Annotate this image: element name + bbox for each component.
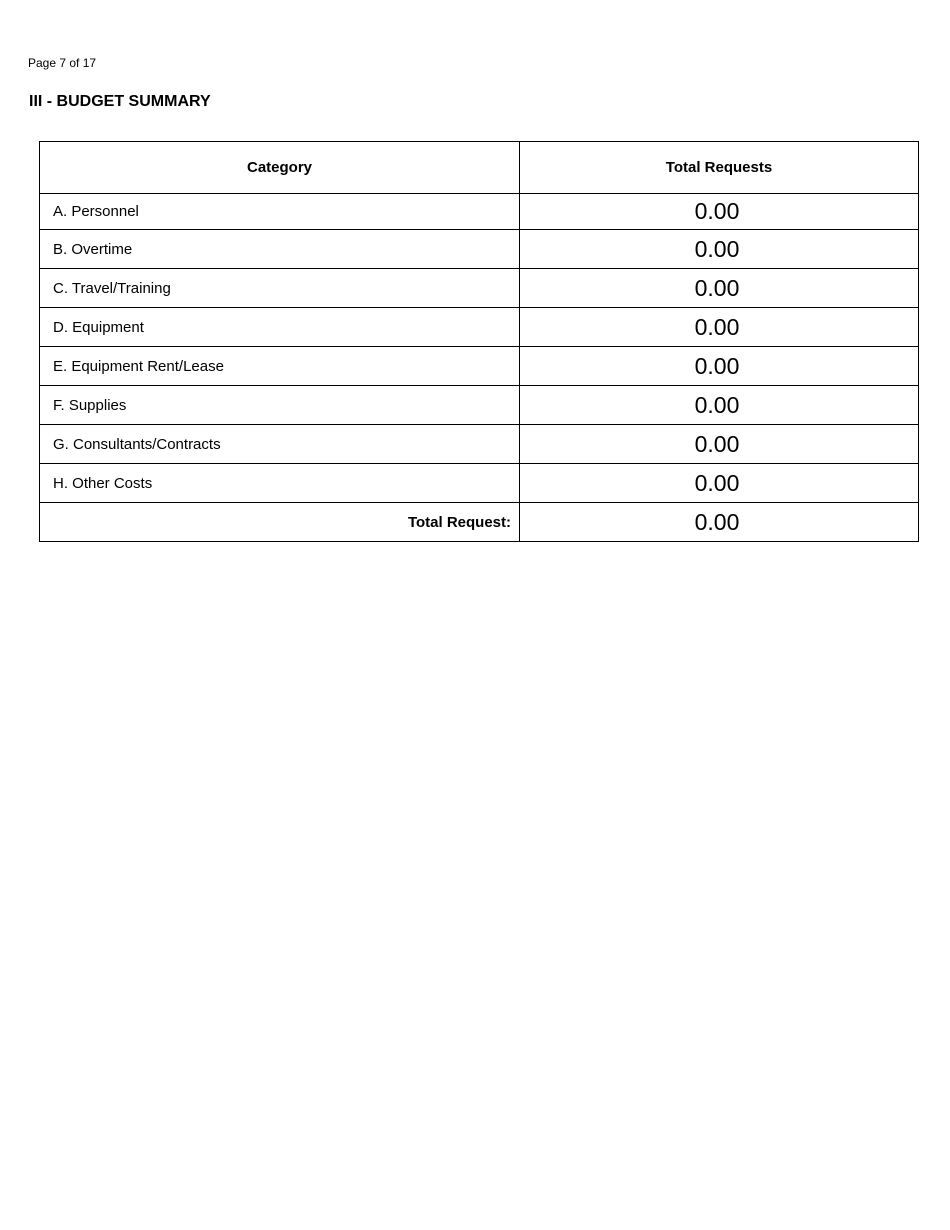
budget-row-travel-training <box>40 269 919 308</box>
total-request-amount: 0.00 <box>520 503 919 542</box>
page-number: Page 7 of 17 <box>28 56 97 70</box>
amount-field[interactable]: 0.00 <box>520 386 919 425</box>
budget-row-other-costs <box>40 464 919 503</box>
category-label: D. Equipment <box>40 308 520 347</box>
total-requests-column-header: Total Requests <box>520 142 919 194</box>
table-header-row <box>40 142 919 194</box>
budget-row-equipment-rent-lease <box>40 347 919 386</box>
category-label: A. Personnel <box>40 194 520 230</box>
budget-row-equipment <box>40 308 919 347</box>
budget-row-overtime <box>40 230 919 269</box>
amount-field[interactable]: 0.00 <box>520 230 919 269</box>
total-request-label: Total Request: <box>40 503 520 542</box>
amount-field[interactable]: 0.00 <box>520 347 919 386</box>
category-label: H. Other Costs <box>40 464 520 503</box>
category-label: B. Overtime <box>40 230 520 269</box>
category-label: G. Consultants/Contracts <box>40 425 520 464</box>
amount-field[interactable]: 0.00 <box>520 308 919 347</box>
budget-row-supplies <box>40 386 919 425</box>
budget-summary-table <box>39 141 919 542</box>
amount-field[interactable]: 0.00 <box>520 425 919 464</box>
amount-field[interactable]: 0.00 <box>520 194 919 230</box>
category-label: C. Travel/Training <box>40 269 520 308</box>
budget-row-consultants-contracts <box>40 425 919 464</box>
total-request-row <box>40 503 919 542</box>
amount-field[interactable]: 0.00 <box>520 464 919 503</box>
category-label: E. Equipment Rent/Lease <box>40 347 520 386</box>
category-column-header: Category <box>40 142 520 194</box>
category-label: F. Supplies <box>40 386 520 425</box>
budget-row-personnel <box>40 194 919 230</box>
section-title: III - BUDGET SUMMARY <box>29 93 211 110</box>
amount-field[interactable]: 0.00 <box>520 269 919 308</box>
